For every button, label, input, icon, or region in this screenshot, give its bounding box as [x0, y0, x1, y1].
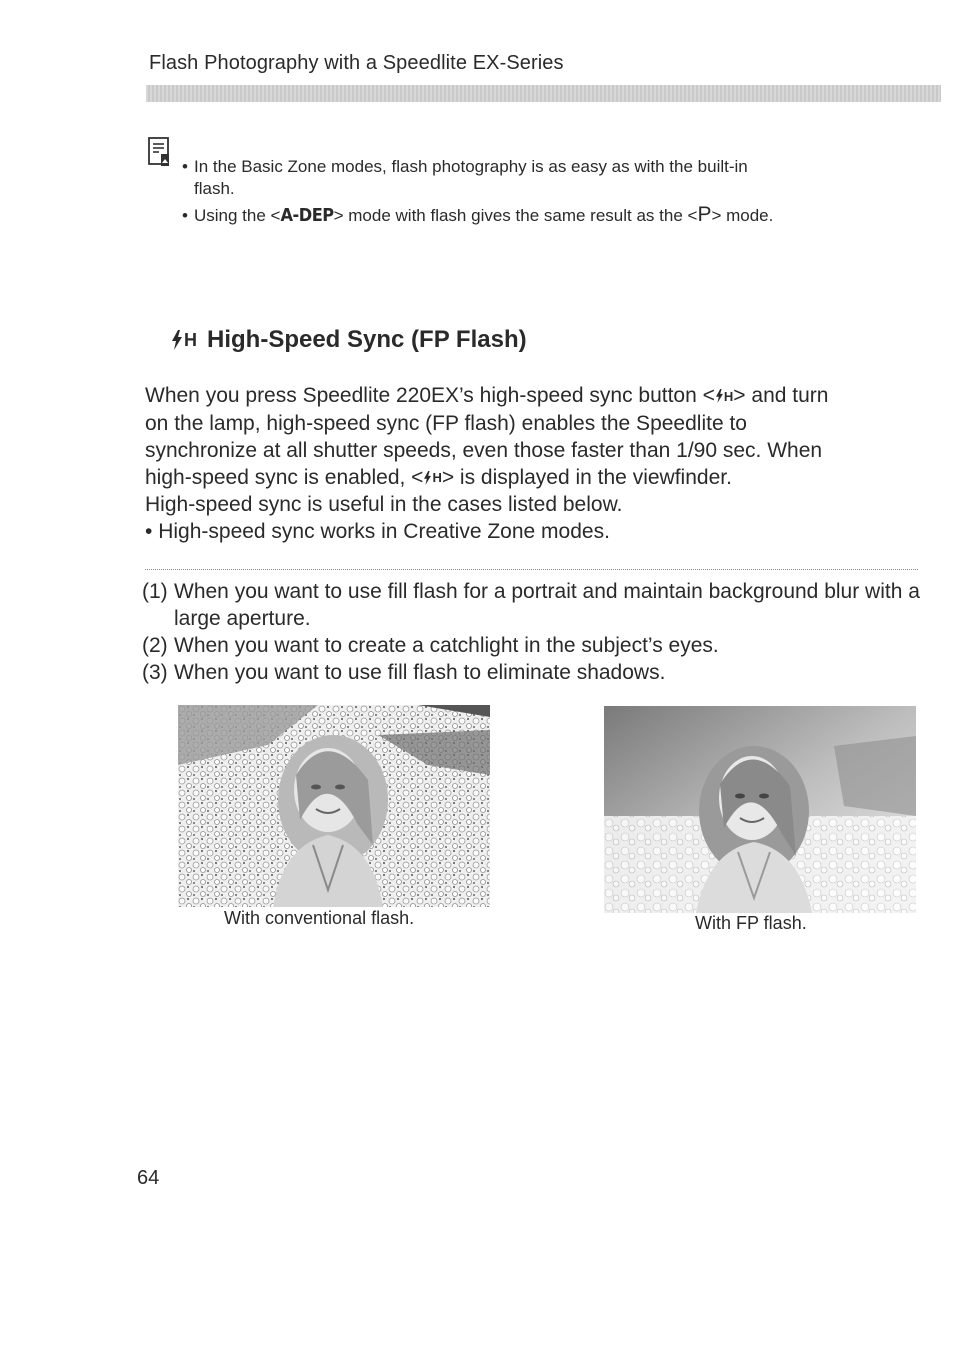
p-mode-label: P [697, 203, 712, 226]
memo-icon [148, 137, 172, 167]
photo-caption: With FP flash. [695, 913, 807, 933]
list-text: When you want to use fill flash to eliminate shadows. [174, 661, 666, 684]
body-line: High-speed sync is useful in the cases listed below. [145, 493, 623, 516]
body-line: synchronize at all shutter speeds, even those faster than 1/90 sec. When [145, 438, 823, 462]
list-text: When you want to create a catchlight in the subject’s eyes. [174, 634, 719, 657]
body-line [145, 382, 935, 410]
note-text-continued: flash. [194, 179, 235, 198]
note-item-adep-mode [182, 204, 922, 227]
flash-icon-suffix: H [432, 470, 442, 485]
page-number: 64 [137, 1167, 160, 1189]
use-case-list [142, 578, 932, 686]
header-band [146, 85, 941, 102]
note-text: > mode. [711, 206, 774, 225]
note-text: In the Basic Zone modes, flash photography is as easy as with the built-in [194, 157, 748, 176]
note-text: > mode with flash gives the same result as the < [333, 206, 698, 225]
list-item [142, 632, 932, 659]
bullet: • [182, 157, 188, 176]
body-text: high-speed sync is enabled, < [145, 465, 424, 489]
body-text: High-speed sync works in Creative Zone modes. [158, 520, 610, 543]
body-line [145, 464, 935, 492]
section-heading [171, 326, 527, 354]
body-bullet-line [145, 518, 935, 545]
header-title: Flash Photography with a Speedlite EX-Series [149, 52, 564, 74]
photo-conventional-flash [178, 705, 490, 907]
list-item [142, 659, 932, 686]
body-text: > is displayed in the viewfinder. [441, 465, 732, 489]
body-text: When you press Speedlite 220EX’s high-speed sync button < [145, 384, 715, 407]
flash-icon-suffix: H [184, 329, 197, 350]
note-item-basic-zone [182, 156, 882, 200]
high-speed-sync-flash-icon [423, 464, 441, 491]
list-number: (2) [142, 634, 168, 657]
body-line: on the lamp, high-speed sync (FP flash) enables the Speedlite to [145, 411, 747, 435]
list-text: When you want to use fill flash for a portrait and maintain background blur with a large aperture. [174, 580, 920, 630]
photo-fp-flash [604, 706, 916, 913]
list-number: (3) [142, 661, 168, 684]
high-speed-sync-flash-icon [171, 330, 197, 351]
list-number: (1) [142, 580, 168, 603]
adep-mode-label: A-DEP [280, 205, 334, 226]
bullet: • [145, 520, 153, 543]
body-text: > and turn [733, 384, 829, 407]
flash-icon-suffix: H [723, 388, 734, 404]
section-title: High-Speed Sync (FP Flash) [207, 326, 527, 353]
photo-caption: With conventional flash. [224, 908, 415, 928]
divider [145, 569, 918, 570]
bullet: • [182, 206, 188, 225]
high-speed-sync-flash-icon [715, 383, 733, 410]
section-body [145, 382, 935, 545]
note-text: Using the < [194, 206, 281, 225]
list-item [142, 578, 932, 632]
